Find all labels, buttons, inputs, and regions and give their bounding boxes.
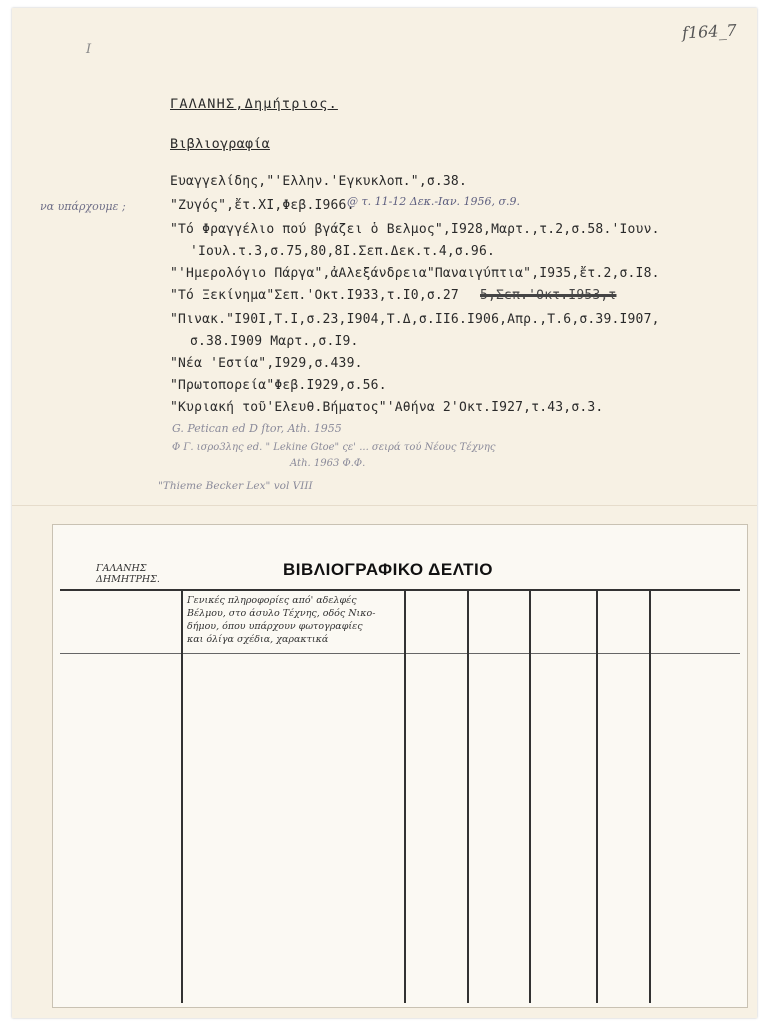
section-heading: Βιβλιογραφία (170, 136, 270, 152)
entry-1: Ευαγγελίδης,"'Ελλην.'Εγκυκλοπ.",σ.38. (170, 174, 467, 189)
entry-6-continued: σ.38.I909 Μαρτ.,σ.I9. (190, 334, 359, 349)
entry-7: "Νέα 'Εστία",I929,σ.439. (170, 356, 363, 371)
card-column-line-6 (649, 589, 651, 1003)
entry-4: "'Ημερολόγιο Πάργα",ἀΑλεξάνδρεια"Παναιγύπτια",I935,ἔτ.2,σ.I8. (170, 266, 660, 281)
card-note-line-3: δήμου, όπου υπάρχουν φωτογραφίες (187, 621, 363, 632)
card-name-line-2: ΔΗΜΗΤΡΗΣ. (96, 574, 160, 585)
card-header-rule (60, 589, 740, 591)
entry-6: "Πινακ."I90I,Τ.I,σ.23,I904,Τ.Δ,σ.II6.I906,Απρ.,Τ.6,σ.39.I907, (170, 312, 660, 327)
card-column-line-3 (467, 589, 469, 1003)
entry-9: "Κυριακή τοῦ'Ελευθ.Βήματος"'Αθήνα 2'Οκτ.I927,τ.43,σ.3. (170, 400, 604, 415)
card-column-line-1 (181, 589, 183, 1003)
page-title: ΓΑΛΑΝΗΣ,Δημήτριος. (170, 96, 338, 112)
handwritten-addition-2: Φ Γ. ισρο3λης ed. " Lekine Gtoe" ςε' ... σειρά τού Νέους Τέχνης (172, 442, 496, 453)
card-column-line-5 (596, 589, 598, 1003)
sheet-fold-line (12, 505, 757, 506)
entry-3-continued: 'Ιουλ.τ.3,σ.75,80,8I.Σεπ.Δεκ.τ.4,σ.96. (190, 244, 496, 259)
margin-mark: I (86, 42, 92, 57)
card-note-line-4: και όλίγα σχέδια, χαρακτικά (187, 634, 329, 645)
entry-2: "Ζυγός",ἔτ.XI,Φεβ.I966. (170, 198, 355, 213)
card-name-label (96, 563, 172, 585)
handwritten-addition-4: "Thieme Becker Lex" vol VIII (158, 480, 313, 492)
card-note-line-1: Γενικές πληροφορίες από' αδελφές (187, 595, 357, 606)
entry-3: "Τό Φραγγέλιο πού βγάζει ὁ Βελμος",I928,Μαρτ.,τ.2,σ.58.'Ιουν. (170, 222, 660, 237)
handwritten-addition-3: Ath. 1963 Φ.Φ. (290, 458, 366, 469)
card-column-line-2 (404, 589, 406, 1003)
entry-5: "Τό Ξεκίνημα"Σεπ.'Οκτ.I933,τ.I0,σ.27 (170, 288, 459, 303)
card-name-line-1: ΓΑΛΑΝΗΣ (96, 563, 147, 574)
card-note-line-2: Βέλμου, στο άσυλο Τέχνης, οδός Νικο- (187, 608, 376, 619)
card-handwritten-note (187, 594, 407, 646)
card-title: ΒΙΒΛΙΟΓΡΑΦΙΚΟ ΔΕΛΤΙΟ (283, 560, 493, 579)
card-row-rule (60, 653, 740, 654)
reference-note: f164_7 (681, 20, 738, 43)
margin-note: να υπάρχουμε ; (40, 200, 126, 213)
entry-8: "Πρωτοπορεία"Φεβ.I929,σ.56. (170, 378, 387, 393)
inline-handwritten-note: @ τ. 11-12 Δεκ.-Ιαν. 1956, σ.9. (347, 195, 520, 208)
struck-out-text: 5,Σεπ.'Οκτ.I953,τ (480, 288, 617, 303)
handwritten-addition-1: G. Petican ed D ſtor, Ath. 1955 (172, 422, 342, 435)
card-column-line-4 (529, 589, 531, 1003)
